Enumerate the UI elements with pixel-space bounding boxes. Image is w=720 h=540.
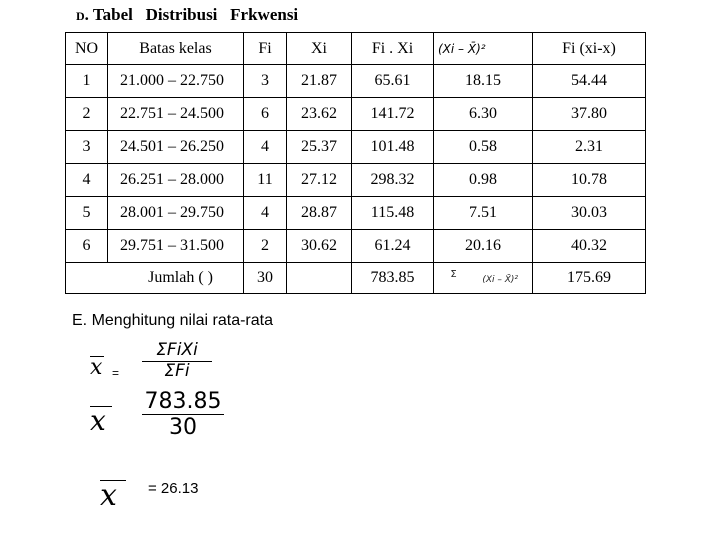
sum-fi: 30 <box>244 263 287 294</box>
frequency-table <box>65 32 646 294</box>
cell-xi: 30.62 <box>287 230 352 263</box>
cell-xi: 27.12 <box>287 164 352 197</box>
sum-squared-deviation <box>434 263 533 294</box>
equals-sign: = <box>112 366 120 380</box>
header-no: NO <box>66 33 108 65</box>
cell-batas-kelas: 21.000 – 22.750 <box>108 65 244 98</box>
cell-squared-deviation: 0.98 <box>434 164 533 197</box>
section-heading: E. Menghitung nilai rata-rata <box>72 312 273 329</box>
header-fi-xi: Fi . Xi <box>352 33 434 65</box>
cell-fi-xi: 115.48 <box>352 197 434 230</box>
cell-batas-kelas: 29.751 – 31.500 <box>108 230 244 263</box>
page-title <box>76 5 298 25</box>
cell-fi: 4 <box>244 131 287 164</box>
table-row <box>66 164 646 197</box>
mean-symbol-3: x <box>100 480 126 511</box>
cell-xi: 28.87 <box>287 197 352 230</box>
table-row <box>66 131 646 164</box>
formula-denominator: ΣFi <box>164 360 190 381</box>
cell-fi-xi: 61.24 <box>352 230 434 263</box>
cell-fi-xi-x: 10.78 <box>533 164 646 197</box>
cell-xi: 23.62 <box>287 98 352 131</box>
cell-no: 1 <box>66 65 108 98</box>
cell-fi-xi: 65.61 <box>352 65 434 98</box>
cell-fi: 3 <box>244 65 287 98</box>
mean-result: = 26.13 <box>148 480 199 497</box>
header-fi-xi-x: Fi (xi-x) <box>533 33 646 65</box>
cell-fi-xi: 298.32 <box>352 164 434 197</box>
cell-fi-xi-x: 30.03 <box>533 197 646 230</box>
cell-no: 6 <box>66 230 108 263</box>
cell-fi-xi-x: 54.44 <box>533 65 646 98</box>
mean-symbol-1: x <box>90 355 103 380</box>
cell-squared-deviation: 20.16 <box>434 230 533 263</box>
cell-no: 4 <box>66 164 108 197</box>
header-batas-kelas: Batas kelas <box>108 33 244 65</box>
mean-formula-fraction <box>142 342 212 381</box>
cell-fi-xi: 101.48 <box>352 131 434 164</box>
sum-xi-empty <box>287 263 352 294</box>
sigma-symbol: Σ <box>450 269 457 280</box>
cell-fi-xi: 141.72 <box>352 98 434 131</box>
mean-symbol-2: x <box>90 406 112 435</box>
title-text: . Tabel Distribusi Frkwensi <box>84 5 299 24</box>
table-row <box>66 98 646 131</box>
sum-fi-xi: 783.85 <box>352 263 434 294</box>
cell-xi: 21.87 <box>287 65 352 98</box>
header-fi: Fi <box>244 33 287 65</box>
title-prefix: D <box>76 9 85 23</box>
cell-xi: 25.37 <box>287 131 352 164</box>
value-denominator: 30 <box>169 415 197 441</box>
squared-deviation-expression: (Xi – X̄)² <box>438 41 486 56</box>
sum-expression-text: (Xi – X̄)² <box>482 275 518 285</box>
cell-batas-kelas: 26.251 – 28.000 <box>108 164 244 197</box>
cell-batas-kelas: 28.001 – 29.750 <box>108 197 244 230</box>
cell-fi: 11 <box>244 164 287 197</box>
cell-squared-deviation: 6.30 <box>434 98 533 131</box>
cell-no: 2 <box>66 98 108 131</box>
sum-row <box>66 263 646 294</box>
header-xi: Xi <box>287 33 352 65</box>
sum-fi-xi-x: 175.69 <box>533 263 646 294</box>
cell-squared-deviation: 0.58 <box>434 131 533 164</box>
cell-squared-deviation: 7.51 <box>434 197 533 230</box>
cell-no: 5 <box>66 197 108 230</box>
cell-batas-kelas: 24.501 – 26.250 <box>108 131 244 164</box>
cell-fi: 4 <box>244 197 287 230</box>
cell-batas-kelas: 22.751 – 24.500 <box>108 98 244 131</box>
cell-no: 3 <box>66 131 108 164</box>
cell-fi: 2 <box>244 230 287 263</box>
cell-fi-xi-x: 2.31 <box>533 131 646 164</box>
table-row <box>66 197 646 230</box>
cell-squared-deviation: 18.15 <box>434 65 533 98</box>
cell-fi-xi-x: 40.32 <box>533 230 646 263</box>
table-row <box>66 65 646 98</box>
sum-label: Jumlah ( ) <box>66 263 244 294</box>
sum-squared-deviation-expression <box>450 269 518 285</box>
table-header-row <box>66 33 646 65</box>
cell-fi-xi-x: 37.80 <box>533 98 646 131</box>
header-squared-deviation <box>434 33 533 65</box>
table-row <box>66 230 646 263</box>
cell-fi: 6 <box>244 98 287 131</box>
formula-numerator: ΣFiXi <box>156 340 198 360</box>
mean-value-fraction <box>142 390 224 439</box>
value-numerator: 783.85 <box>144 389 222 414</box>
